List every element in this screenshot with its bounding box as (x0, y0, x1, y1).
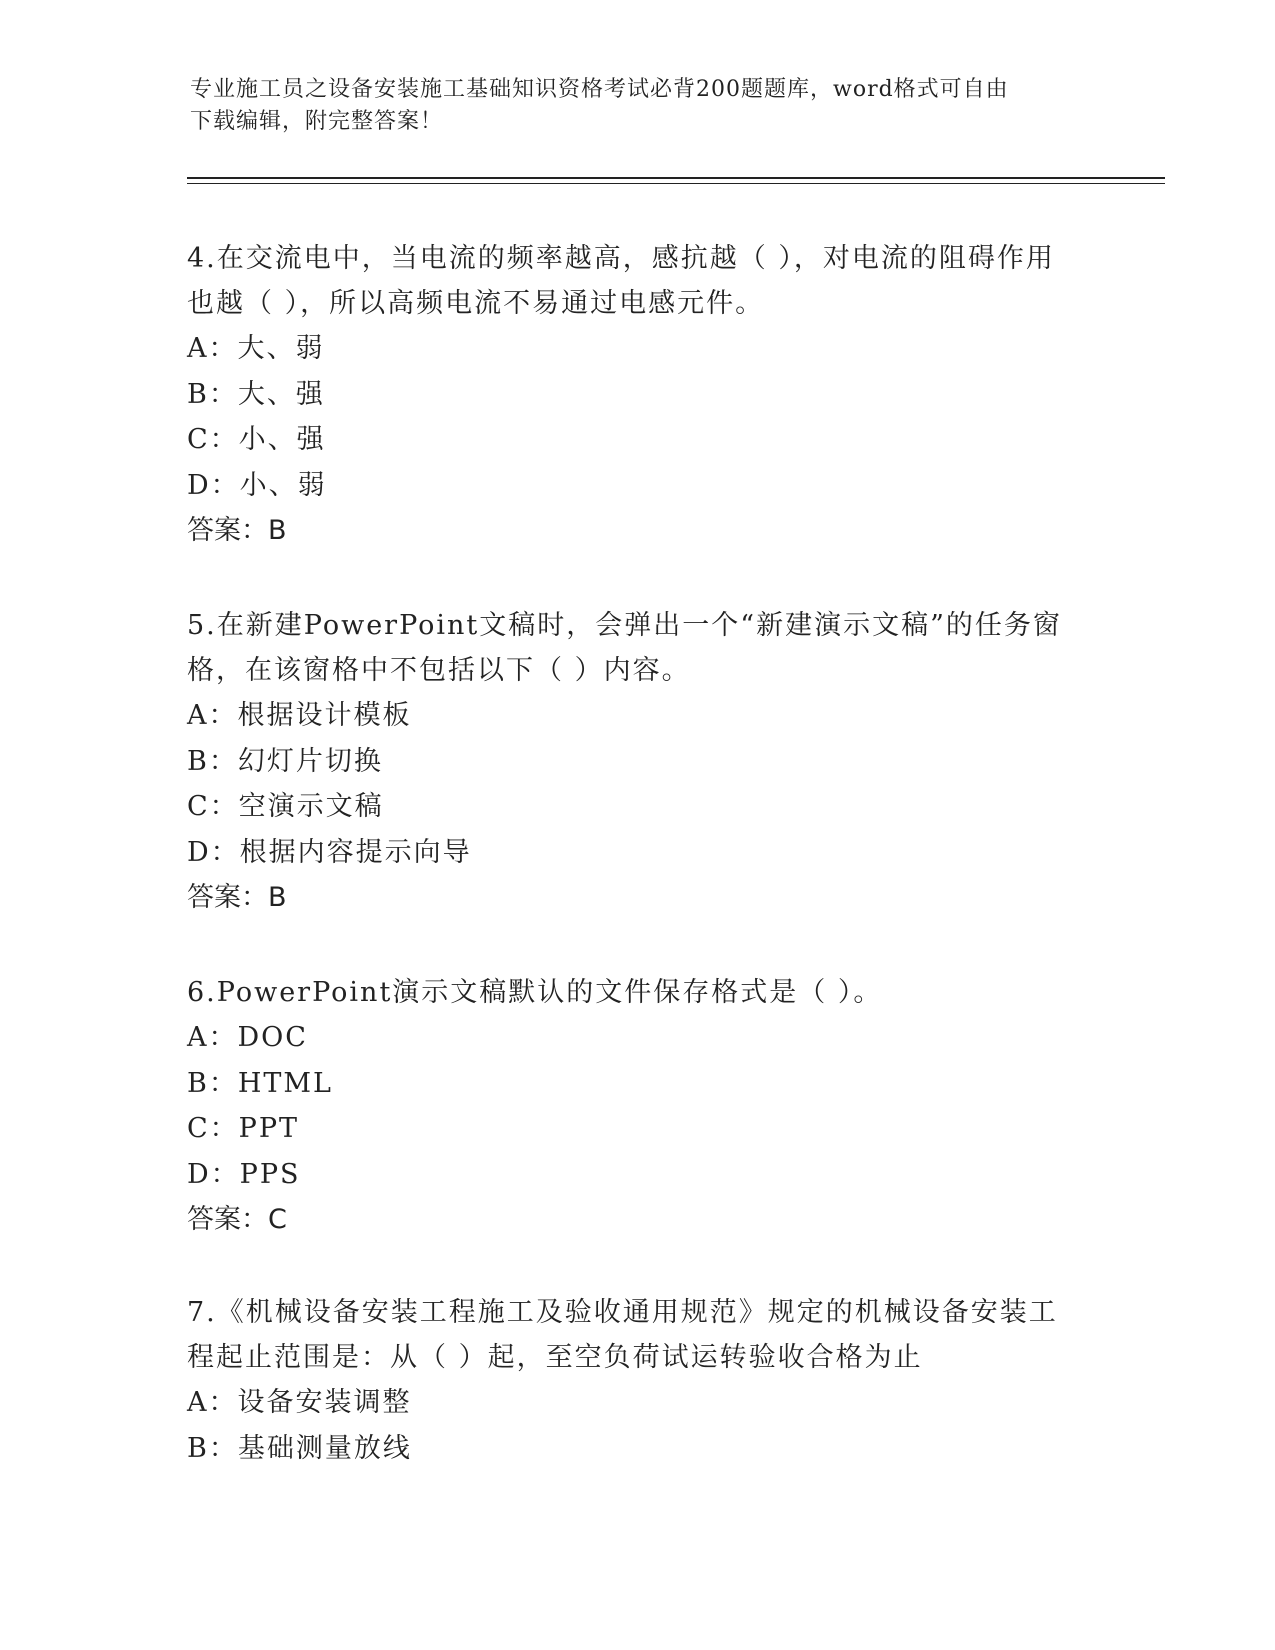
option-b: B：HTML (187, 1067, 333, 1099)
option-c: C：空演示文稿 (187, 791, 384, 822)
question-stem: 6.PowerPoint演示文稿默认的文件保存格式是（ ）。 (187, 977, 883, 1008)
option-b: B：幻灯片切换 (187, 745, 383, 777)
question-stem: 格，在该窗格中不包括以下（ ）内容。 (187, 655, 691, 686)
question-stem: 7.《机械设备安装工程施工及验收通用规范》规定的机械设备安装工 (187, 1297, 1058, 1328)
header-divider-thick (187, 177, 1165, 179)
option-a: A：设备安装调整 (187, 1387, 412, 1418)
option-b: B：基础测量放线 (187, 1432, 412, 1464)
answer: 答案：B (187, 882, 287, 913)
option-b: B：大、强 (187, 378, 325, 410)
option-d: D：根据内容提示向导 (187, 836, 472, 868)
option-c: C：PPT (187, 1113, 300, 1144)
question-stem: 4.在交流电中，当电流的频率越高，感抗越（ ），对电流的阻碍作用 (187, 243, 1055, 274)
option-d: D：小、弱 (187, 469, 327, 501)
option-a: A：DOC (187, 1022, 308, 1053)
answer: 答案：B (187, 515, 287, 546)
document-header (190, 74, 1090, 138)
question-4 (187, 236, 1087, 554)
question-6 (187, 970, 1087, 1243)
header-divider-thin (187, 183, 1165, 184)
question-stem: 也越（ ），所以高频电流不易通过电感元件。 (187, 288, 765, 319)
option-a: A：大、弱 (187, 333, 325, 364)
question-7 (187, 1290, 1087, 1471)
option-c: C：小、强 (187, 424, 326, 455)
option-a: A：根据设计模板 (187, 700, 412, 731)
answer: 答案：C (187, 1204, 287, 1235)
question-5 (187, 603, 1087, 921)
header-line-1: 专业施工员之设备安装施工基础知识资格考试必背200题题库，word格式可自由 (190, 77, 1009, 102)
question-stem: 程起止范围是：从（ ）起，至空负荷试运转验收合格为止 (187, 1342, 923, 1373)
option-d: D：PPS (187, 1158, 301, 1190)
question-stem: 5.在新建PowerPoint文稿时，会弹出一个“新建演示文稿”的任务窗 (187, 610, 1062, 641)
header-line-2: 下载编辑，附完整答案！ (190, 109, 444, 134)
